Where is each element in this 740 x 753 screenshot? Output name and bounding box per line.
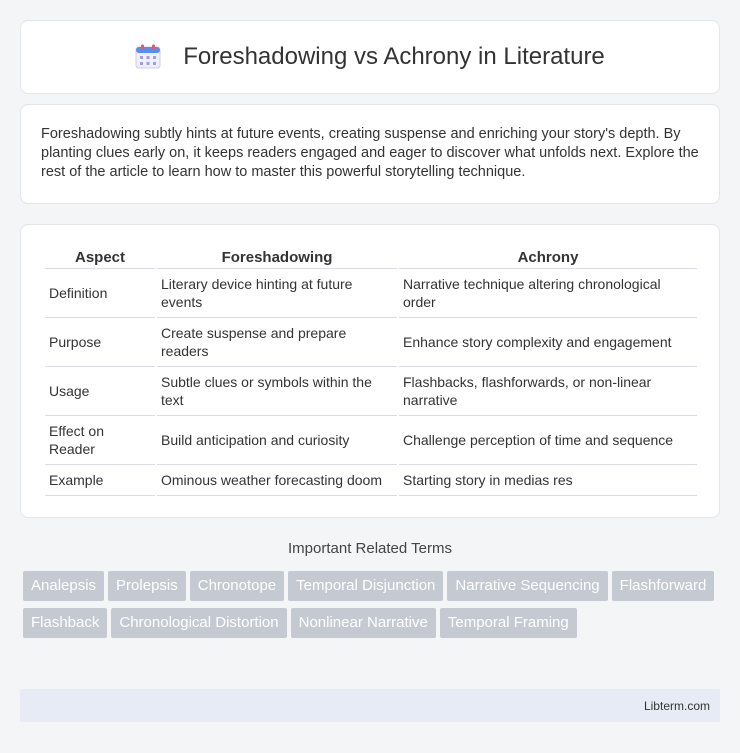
tag-narrative-sequencing[interactable]: Narrative Sequencing [447, 571, 607, 601]
table-row [45, 416, 697, 465]
table-cell: Enhance story complexity and engagement [399, 318, 697, 367]
table-cell: Ominous weather forecasting doom [157, 465, 397, 496]
table-header-row [45, 247, 697, 269]
table-cell: Challenge perception of time and sequence [399, 416, 697, 465]
table-row [45, 465, 697, 496]
footer [20, 689, 720, 722]
tag-prolepsis[interactable]: Prolepsis [108, 571, 186, 601]
table-row [45, 318, 697, 367]
tag-temporal-disjunction[interactable]: Temporal Disjunction [288, 571, 443, 601]
footer-site-link[interactable]: Libterm.com [643, 699, 710, 713]
tag-temporal-framing[interactable]: Temporal Framing [440, 608, 577, 638]
table-cell: Purpose [45, 318, 155, 367]
comparison-table [43, 247, 699, 496]
page-title: Foreshadowing vs Achrony in Literature [183, 43, 605, 70]
table-cell: Literary device hinting at future events [157, 269, 397, 318]
table-row [45, 367, 697, 416]
tag-chronological-distortion[interactable]: Chronological Distortion [111, 608, 286, 638]
table-cell: Effect on Reader [45, 416, 155, 465]
table-cell: Flashbacks, flashforwards, or non-linear narrative [399, 367, 697, 416]
related-terms-tags [23, 571, 723, 645]
table-row [45, 269, 697, 318]
tag-analepsis[interactable]: Analepsis [23, 571, 104, 601]
tag-flashforward[interactable]: Flashforward [612, 571, 715, 601]
intro-text: Foreshadowing subtly hints at future events, creating suspense and enriching your story's depth. By planting clues early on, it keeps readers engaged and eager to discover what unfolds next. Explore the rest of the article to learn how to master this powerful storytelling technique. [41, 126, 699, 180]
intro-card [20, 104, 720, 204]
tag-flashback[interactable]: Flashback [23, 608, 107, 638]
header-card [20, 20, 720, 94]
table-cell: Create suspense and prepare readers [157, 318, 397, 367]
related-terms-title: Important Related Terms [288, 540, 452, 557]
table-cell: Subtle clues or symbols within the text [157, 367, 397, 416]
calendar-icon [135, 44, 161, 70]
header-aspect: Aspect [45, 247, 155, 269]
table-cell: Usage [45, 367, 155, 416]
header-foreshadowing: Foreshadowing [157, 247, 397, 269]
table-cell: Definition [45, 269, 155, 318]
header-achrony: Achrony [399, 247, 697, 269]
table-cell: Build anticipation and curiosity [157, 416, 397, 465]
tag-chronotope[interactable]: Chronotope [190, 571, 284, 601]
table-cell: Example [45, 465, 155, 496]
table-cell: Narrative technique altering chronological order [399, 269, 697, 318]
table-cell: Starting story in medias res [399, 465, 697, 496]
comparison-table-card [20, 224, 720, 518]
tag-nonlinear-narrative[interactable]: Nonlinear Narrative [291, 608, 436, 638]
